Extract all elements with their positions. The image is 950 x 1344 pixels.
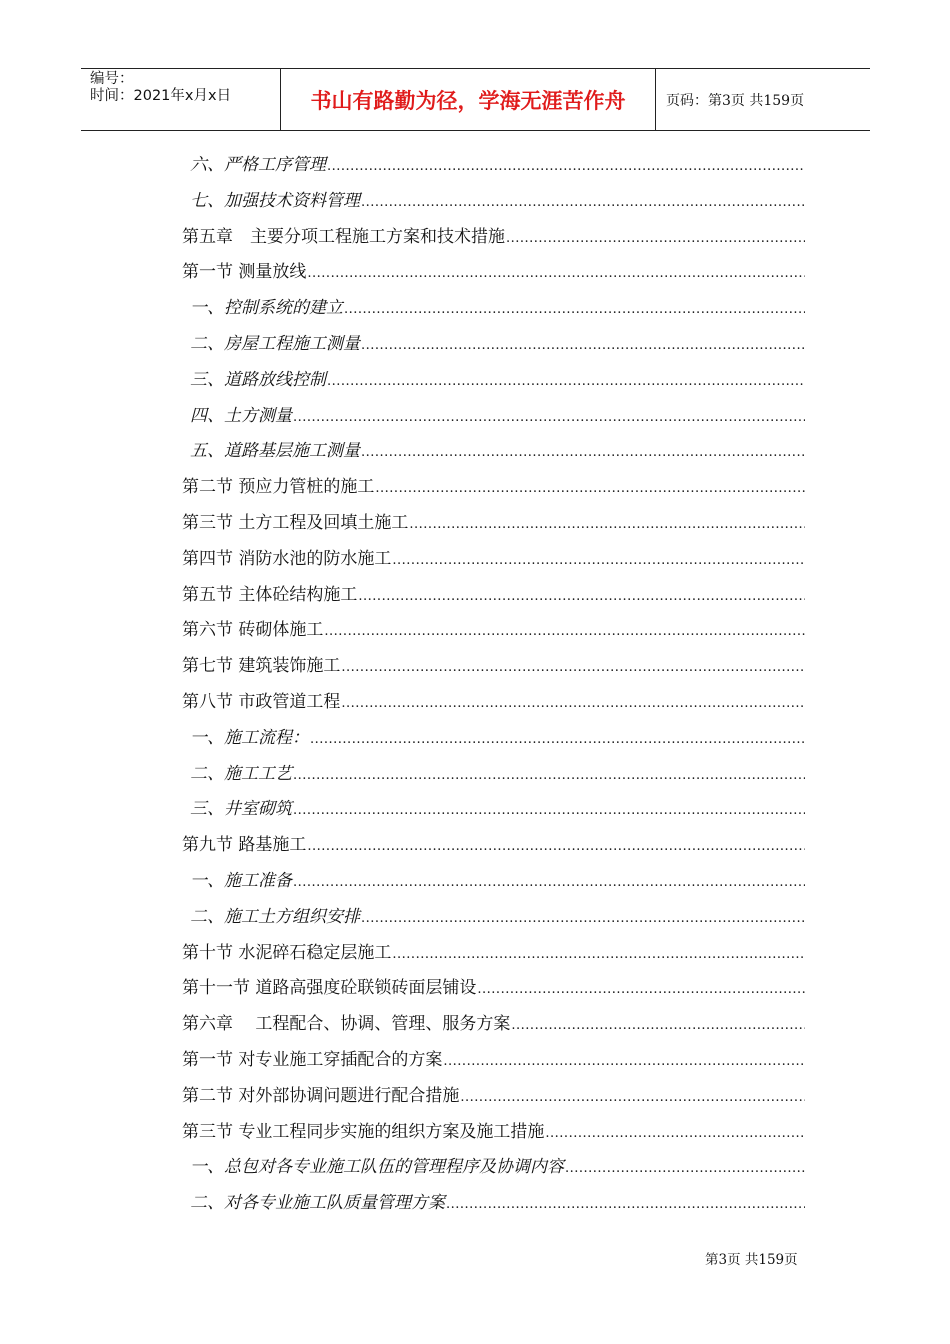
toc-entry-title: 一、施工准备: [190, 870, 292, 891]
toc-entry[interactable]: [182, 1081, 805, 1117]
toc-entry[interactable]: [182, 508, 805, 544]
toc-dot-leader: [443, 1054, 805, 1069]
toc-entry[interactable]: [182, 1117, 805, 1153]
toc-entry-title: 第十节 水泥碎石稳定层施工: [182, 942, 392, 963]
toc-entry[interactable]: [182, 365, 805, 401]
toc-entry[interactable]: [182, 222, 805, 258]
toc-dot-leader: [324, 624, 805, 639]
toc-dot-leader: [293, 875, 805, 890]
toc-dot-leader: [446, 1197, 805, 1212]
toc-entry-title: 一、控制系统的建立: [190, 298, 343, 319]
toc-dot-leader: [565, 1161, 805, 1176]
toc-dot-leader: [341, 696, 805, 711]
toc-entry-title: 第七节 建筑装饰施工: [182, 656, 341, 677]
toc-dot-leader: [392, 947, 805, 962]
toc-entry-title: 第一节 测量放线: [182, 262, 307, 283]
toc-entry-title: 第六章 工程配合、协调、管理、服务方案: [182, 1014, 511, 1035]
toc-entry[interactable]: [182, 902, 805, 938]
toc-entry[interactable]: [182, 580, 805, 616]
toc-dot-leader: [361, 338, 805, 353]
document-number-label: 编号：: [90, 71, 134, 87]
toc-entry[interactable]: [182, 150, 805, 186]
toc-entry-title: 五、道路基层施工测量: [190, 441, 360, 462]
toc-entry-title: 第九节 路基施工: [182, 835, 307, 856]
toc-entry[interactable]: [182, 293, 805, 329]
toc-entry[interactable]: [182, 472, 805, 508]
toc-dot-leader: [341, 660, 805, 675]
toc-dot-leader: [358, 589, 805, 604]
toc-entry-title: 第四节 消防水池的防水施工: [182, 548, 392, 569]
toc-dot-leader: [361, 911, 805, 926]
toc-entry[interactable]: [182, 186, 805, 222]
toc-dot-leader: [361, 195, 805, 210]
toc-entry-title: 二、对各专业施工队质量管理方案: [190, 1193, 445, 1214]
header-page-info: 页码：第3页 共159页: [666, 92, 805, 109]
toc-entry[interactable]: [182, 257, 805, 293]
table-of-contents: [182, 150, 805, 1224]
toc-entry[interactable]: [182, 329, 805, 365]
toc-entry-title: 第十一节 道路高强度砼联锁砖面层铺设: [182, 978, 477, 999]
toc-entry[interactable]: [182, 866, 805, 902]
toc-dot-leader: [409, 517, 805, 532]
toc-entry-title: 六、严格工序管理: [190, 155, 326, 175]
toc-dot-leader: [293, 410, 805, 425]
toc-entry[interactable]: [182, 1152, 805, 1188]
page-header: [81, 68, 870, 131]
toc-dot-leader: [506, 231, 805, 246]
toc-entry[interactable]: [182, 938, 805, 974]
toc-dot-leader: [545, 1126, 805, 1141]
toc-entry[interactable]: [182, 794, 805, 830]
toc-dot-leader: [327, 159, 805, 174]
toc-entry[interactable]: [182, 687, 805, 723]
toc-dot-leader: [293, 768, 805, 783]
toc-entry-title: 三、井室砌筑: [190, 799, 292, 820]
toc-entry-title: 四、土方测量: [190, 405, 292, 426]
toc-dot-leader: [310, 732, 805, 747]
toc-entry-title: 二、施工土方组织安排: [190, 906, 360, 927]
toc-dot-leader: [392, 553, 805, 568]
toc-entry[interactable]: [182, 759, 805, 795]
toc-entry[interactable]: [182, 723, 805, 759]
toc-entry[interactable]: [182, 830, 805, 866]
toc-dot-leader: [477, 982, 805, 997]
toc-entry-title: 第三节 土方工程及回填土施工: [182, 512, 409, 533]
header-meta: [81, 69, 281, 130]
toc-entry-title: 第一节 对专业施工穿插配合的方案: [182, 1049, 443, 1070]
toc-entry[interactable]: [182, 544, 805, 580]
toc-entry-title: 第二节 预应力管桩的施工: [182, 477, 375, 498]
toc-dot-leader: [460, 1090, 805, 1105]
toc-entry[interactable]: [182, 1188, 805, 1224]
toc-dot-leader: [307, 266, 805, 281]
toc-entry-title: 第八节 市政管道工程: [182, 691, 341, 712]
toc-dot-leader: [307, 839, 805, 854]
toc-entry[interactable]: [182, 615, 805, 651]
toc-entry-title: 一、施工流程：: [190, 727, 309, 748]
toc-entry[interactable]: [182, 973, 805, 1009]
toc-dot-leader: [344, 302, 805, 317]
toc-entry-title: 三、道路放线控制: [190, 369, 326, 390]
toc-dot-leader: [293, 803, 805, 818]
toc-entry-title: 二、房屋工程施工测量: [190, 333, 360, 354]
toc-entry[interactable]: [182, 1045, 805, 1081]
toc-dot-leader: [375, 481, 805, 496]
toc-entry-title: 第五节 主体砼结构施工: [182, 584, 358, 605]
toc-dot-leader: [327, 374, 805, 389]
page-footer: 第3页 共159页: [705, 1252, 798, 1268]
toc-entry-title: 第三节 专业工程同步实施的组织方案及施工措施: [182, 1121, 545, 1142]
toc-entry-title: 二、施工工艺: [190, 763, 292, 784]
header-motto: 书山有路勤为径，学海无涯苦作舟: [281, 69, 656, 130]
toc-entry-title: 第六节 砖砌体施工: [182, 620, 324, 641]
toc-entry-title: 第二节 对外部协调问题进行配合措施: [182, 1085, 460, 1106]
toc-dot-leader: [511, 1018, 805, 1033]
toc-entry[interactable]: [182, 401, 805, 437]
toc-entry-title: 七、加强技术资料管理: [190, 190, 360, 211]
toc-entry[interactable]: [182, 436, 805, 472]
toc-entry[interactable]: [182, 1009, 805, 1045]
document-date-label: 时间：2021年x月x日: [90, 88, 232, 104]
toc-entry[interactable]: [182, 651, 805, 687]
toc-entry-title: 一、总包对各专业施工队伍的管理程序及协调内容: [190, 1157, 564, 1178]
toc-dot-leader: [361, 445, 805, 460]
toc-entry-title: 第五章 主要分项工程施工方案和技术措施: [182, 226, 505, 247]
